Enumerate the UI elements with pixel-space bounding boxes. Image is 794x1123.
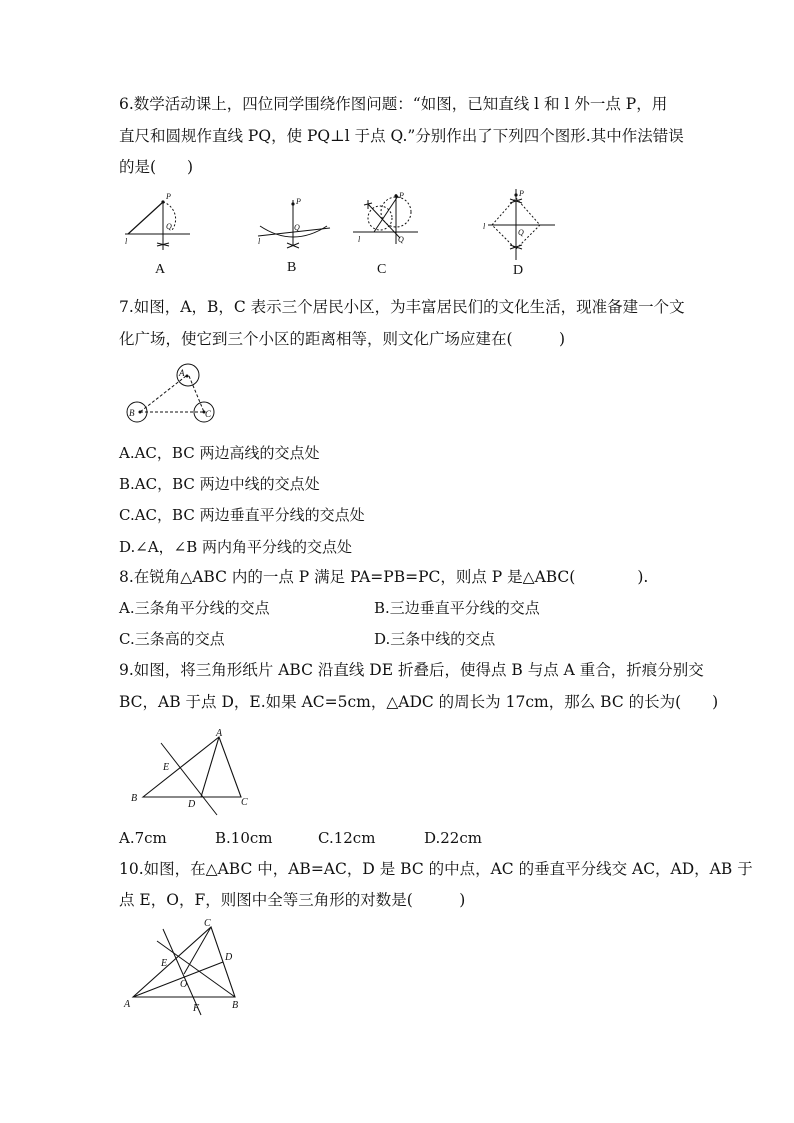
q6-figure-a [120,188,200,278]
q6-caption-b: B [287,260,297,275]
q10-a-label: A [124,999,131,1010]
q7-c-label: C [205,409,212,419]
q7-line-2: 化广场，使它到三个小区的距离相等，则文化广场应建在( ) [119,330,566,348]
q6d-l-label: l [483,222,486,231]
q10-o-label: O [180,979,188,990]
q6-line-1: 6.数学活动课上，四位同学围绕作图问题：“如图，已知直线 l 和 l 外一点 P，用 [119,95,668,113]
q6-line-3: 的是( ) [119,158,194,176]
q7-figure [120,360,230,430]
q6c-l-label: l [358,235,361,244]
q8-option-a: A.三条角平分线的交点 [119,599,270,617]
q7-option-c: C.AC，BC 两边垂直平分线的交点处 [119,506,365,524]
q9-b-label: B [131,793,138,804]
q7-option-b: B.AC，BC 两边中线的交点处 [119,475,320,493]
q6d-q-label: Q [518,228,524,237]
q9-c-label: C [241,797,248,808]
q6b-p-label: P [296,197,301,206]
q9-option-b: B.10cm [215,829,273,847]
q9-option-a: A.7cm [119,829,167,847]
q9-line-1: 9.如图，将三角形纸片 ABC 沿直线 DE 折叠后，使得点 B 与点 A 重合，折痕分别交 [119,661,704,679]
q6-caption-a: A [155,262,166,277]
q6d-p-label: P [519,189,524,198]
q6-figure-d [480,185,570,280]
q9-option-d: D.22cm [424,829,482,847]
q9-a-label: A [216,728,223,739]
q6a-l-label: l [125,237,128,246]
q7-line-1: 7.如图，A，B，C 表示三个居民小区，为丰富居民们的文化生活，现准备建一个文 [119,298,685,316]
q6-caption-c: C [377,262,387,277]
q10-figure [123,915,253,1020]
q9-line-2: BC，AB 于点 D，E.如果 AC=5cm，△ADC 的周长为 17cm，那么 BC 的长为( ) [119,693,719,711]
q6-figure-c [350,188,430,278]
q7-b-label: B [129,408,135,418]
q8-line: 8.在锐角△ABC 内的一点 P 满足 PA=PB=PC，则点 P 是△ABC( ). [119,568,649,586]
q7-option-a: A.AC，BC 两边高线的交点处 [119,444,320,462]
q6-line-2: 直尺和圆规作直线 PQ，使 PQ⊥l 于点 Q.”分别作出了下列四个图形.其中作法错误 [119,127,684,145]
q10-line-1: 10.如图，在△ABC 中，AB=AC，D 是 BC 的中点，AC 的垂直平分线交 AC，AD，AB 于 [119,860,753,878]
q6b-q-label: Q [294,223,300,232]
q6-caption-d: D [513,263,524,278]
q8-option-b: B.三边垂直平分线的交点 [374,599,540,617]
q10-d-label: D [225,952,233,963]
q6c-p-label: P [399,191,404,200]
q8-option-c: C.三条高的交点 [119,630,225,648]
q6a-p-label: P [166,192,171,201]
q7-a-label: A [179,368,185,378]
q10-e-label: E [161,958,168,969]
q6-figure-b [255,188,335,278]
q10-c-label: C [204,918,211,929]
q10-f-label: F [193,1003,200,1014]
q9-e-label: E [163,762,170,773]
q6a-q-label: Q [166,222,172,231]
q7-option-d: D.∠A，∠B 两内角平分线的交点处 [119,538,353,556]
q9-d-label: D [188,799,196,810]
q10-line-2: 点 E，O，F，则图中全等三角形的对数是( ) [119,891,466,909]
q8-option-d: D.三条中线的交点 [374,630,496,648]
q9-option-c: C.12cm [318,829,376,847]
q9-figure [125,725,265,820]
q10-b-label: B [232,1000,239,1011]
q6b-l-label: l [258,237,261,246]
q6c-q-label: Q [398,235,404,244]
